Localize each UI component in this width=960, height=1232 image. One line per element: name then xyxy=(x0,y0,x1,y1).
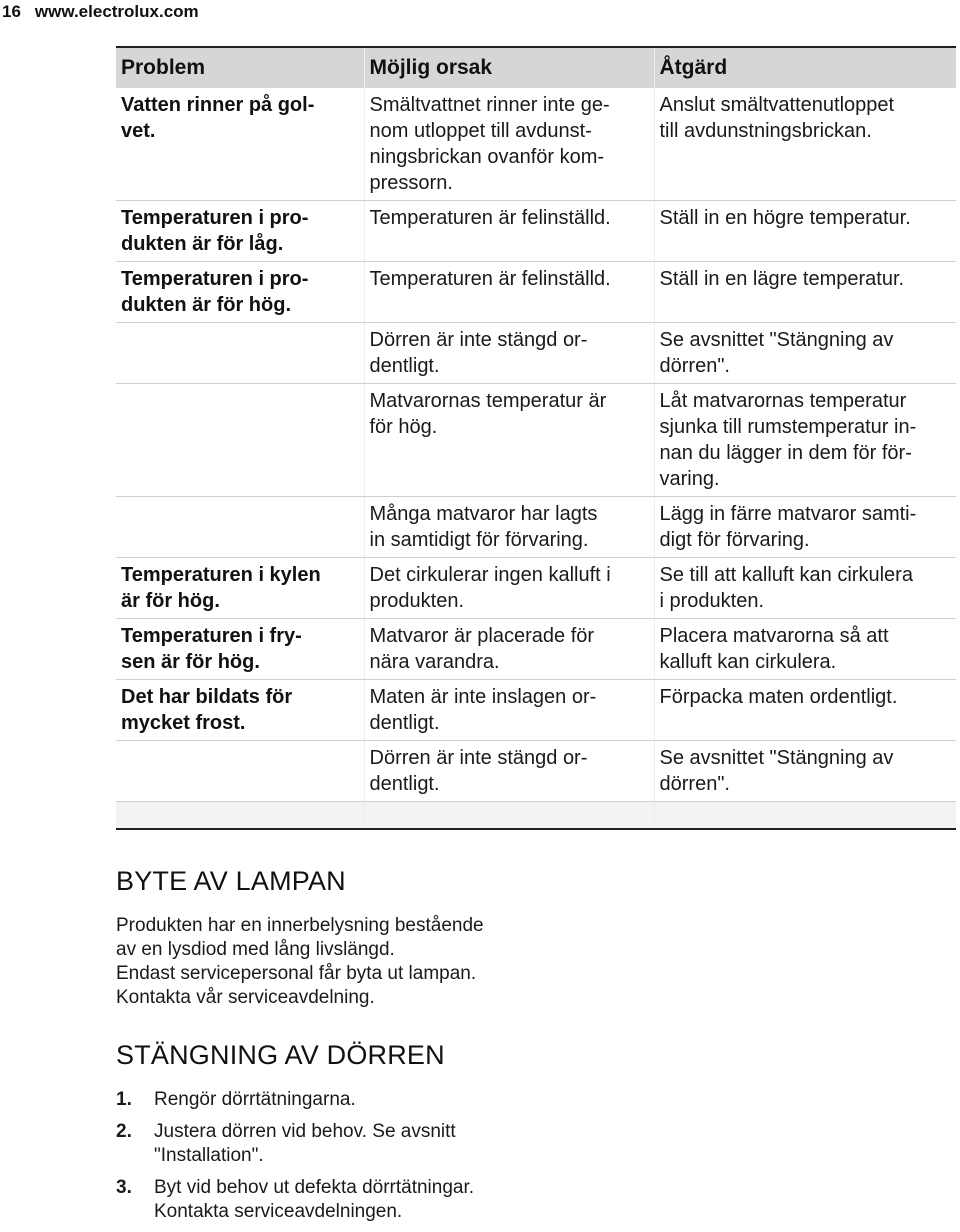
table-end-row xyxy=(116,802,956,830)
problem-cell: Temperaturen i kylen är för hög. xyxy=(116,558,364,619)
cause-cell: Temperaturen är felinställd. xyxy=(364,201,654,262)
table-header-row xyxy=(116,47,956,88)
page-number: 16 xyxy=(2,2,21,21)
cause-cell: Smältvattnet rinner inte ge- nom utloppet till avdunst- ningsbrickan ovanför kom- pressorn. xyxy=(364,88,654,201)
step-item xyxy=(116,1176,536,1224)
problem-cell xyxy=(116,497,364,558)
problem-cell: Temperaturen i pro- dukten är för låg. xyxy=(116,201,364,262)
action-cell: Anslut smältvattenutloppet till avdunstningsbrickan. xyxy=(654,88,956,201)
table-row xyxy=(116,497,956,558)
cause-cell: Det cirkulerar ingen kalluft i produkten. xyxy=(364,558,654,619)
table-row xyxy=(116,680,956,741)
step-number: 3. xyxy=(116,1177,132,1198)
step-item xyxy=(116,1088,536,1112)
step-number: 2. xyxy=(116,1121,132,1142)
action-cell: Förpacka maten ordentligt. xyxy=(654,680,956,741)
cause-cell: Dörren är inte stängd or- dentligt. xyxy=(364,741,654,802)
table-row xyxy=(116,558,956,619)
problem-cell: Vatten rinner på gol- vet. xyxy=(116,88,364,201)
lamp-text-line: av en lysdiod med lång livslängd. xyxy=(116,939,395,960)
lamp-section-title: BYTE AV LAMPAN xyxy=(116,866,346,896)
problem-cell xyxy=(116,741,364,802)
action-cell: Se avsnittet "Stängning av dörren". xyxy=(654,741,956,802)
column-header-action: Åtgärd xyxy=(654,47,956,88)
cause-cell: Dörren är inte stängd or- dentligt. xyxy=(364,323,654,384)
problem-cell: Temperaturen i pro- dukten är för hög. xyxy=(116,262,364,323)
door-section-title: STÄNGNING AV DÖRREN xyxy=(116,1040,445,1070)
problem-cell xyxy=(116,323,364,384)
troubleshooting-table xyxy=(116,46,956,830)
lamp-text-line: Endast servicepersonal får byta ut lampan. xyxy=(116,963,477,984)
problem-cell: Temperaturen i fry- sen är för hög. xyxy=(116,619,364,680)
cause-cell: Temperaturen är felinställd. xyxy=(364,262,654,323)
action-cell: Låt matvarornas temperatur sjunka till rumstemperatur in- nan du lägger in dem för för- varing. xyxy=(654,384,956,497)
lamp-text-line: Produkten har en innerbelysning bestående xyxy=(116,915,484,936)
cause-cell: Matvaror är placerade för nära varandra. xyxy=(364,619,654,680)
lamp-text-line: Kontakta vår serviceavdelning. xyxy=(116,987,375,1008)
website-link[interactable]: www.electrolux.com xyxy=(34,2,199,21)
action-cell: Placera matvarorna så att kalluft kan cirkulera. xyxy=(654,619,956,680)
action-cell: Ställ in en lägre temperatur. xyxy=(654,262,956,323)
table-row xyxy=(116,323,956,384)
table-row xyxy=(116,88,956,201)
action-cell: Se avsnittet "Stängning av dörren". xyxy=(654,323,956,384)
column-header-cause: Möjlig orsak xyxy=(364,47,654,88)
table-row xyxy=(116,384,956,497)
page-header xyxy=(0,0,199,24)
step-number: 1. xyxy=(116,1089,132,1110)
problem-cell xyxy=(116,384,364,497)
step-text: Rengör dörrtätningarna. xyxy=(154,1089,356,1110)
action-cell: Lägg in färre matvaror samti- digt för förvaring. xyxy=(654,497,956,558)
cause-cell: Många matvaror har lagts in samtidigt för förvaring. xyxy=(364,497,654,558)
table-row xyxy=(116,619,956,680)
table-row xyxy=(116,262,956,323)
table-row xyxy=(116,201,956,262)
cause-cell: Matvarornas temperatur är för hög. xyxy=(364,384,654,497)
step-text: Byt vid behov ut defekta dörrtätningar. Kontakta serviceavdelningen. xyxy=(154,1177,475,1222)
column-header-problem: Problem xyxy=(116,47,364,88)
action-cell: Se till att kalluft kan cirkulera i produkten. xyxy=(654,558,956,619)
action-cell: Ställ in en högre temperatur. xyxy=(654,201,956,262)
lamp-section-body xyxy=(116,914,536,1010)
step-item xyxy=(116,1120,536,1168)
step-text: Justera dörren vid behov. Se avsnitt "Installation". xyxy=(154,1121,456,1166)
cause-cell: Maten är inte inslagen or- dentligt. xyxy=(364,680,654,741)
empty-cell xyxy=(116,802,364,830)
empty-cell xyxy=(364,802,654,830)
door-steps-list xyxy=(116,1088,536,1232)
empty-cell xyxy=(654,802,956,830)
table-row xyxy=(116,741,956,802)
problem-cell: Det har bildats för mycket frost. xyxy=(116,680,364,741)
